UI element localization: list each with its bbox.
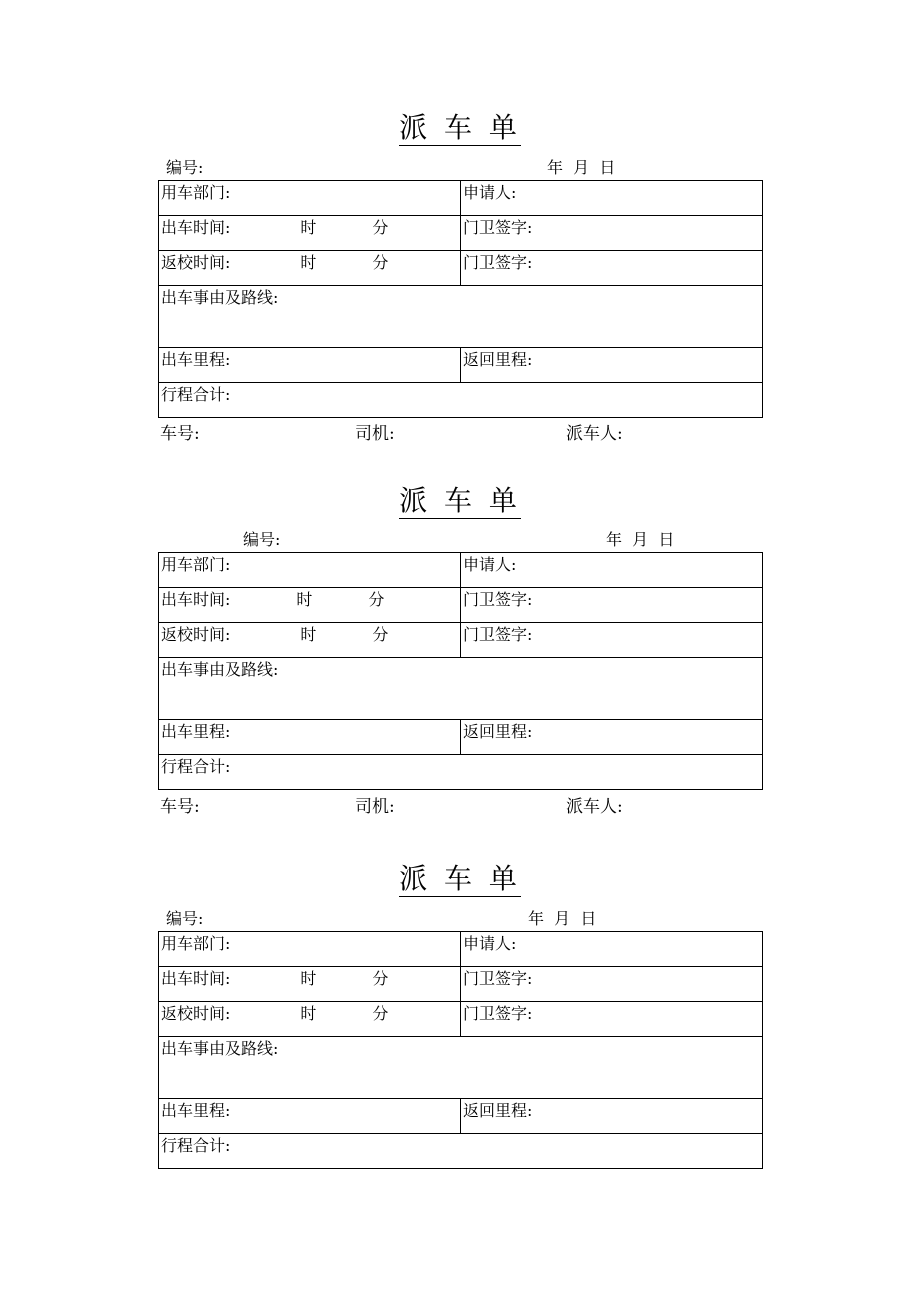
total-distance-field[interactable]: 行程合计:: [159, 755, 763, 790]
form-title: 派 车 单: [399, 862, 521, 895]
guard-sign-field[interactable]: 门卫签字:: [461, 216, 763, 251]
date-label: 年 月 日: [606, 530, 675, 549]
dept-field[interactable]: 用车部门:: [159, 181, 461, 216]
reason-route-field[interactable]: 出车事由及路线:: [159, 1037, 763, 1099]
guard-sign-field[interactable]: 门卫签字:: [461, 623, 763, 658]
form-table: [158, 552, 763, 790]
number-label: 编号:: [243, 530, 281, 549]
plate-label: 车号:: [160, 424, 200, 444]
driver-label: 司机:: [355, 424, 395, 444]
depart-time-field[interactable]: 出车时间: 时 分: [159, 588, 461, 623]
return-mileage-field[interactable]: 返回里程:: [461, 348, 763, 383]
plate-label: 车号:: [160, 797, 200, 817]
applicant-field[interactable]: 申请人:: [461, 932, 763, 967]
driver-label: 司机:: [355, 797, 395, 817]
return-mileage-field[interactable]: 返回里程:: [461, 720, 763, 755]
return-time-field[interactable]: 返校时间: 时 分: [159, 1002, 461, 1037]
reason-route-field[interactable]: 出车事由及路线:: [159, 286, 763, 348]
applicant-field[interactable]: 申请人:: [461, 553, 763, 588]
form-table: [158, 180, 763, 418]
guard-sign-field[interactable]: 门卫签字:: [461, 588, 763, 623]
total-distance-field[interactable]: 行程合计:: [159, 383, 763, 418]
form-title: 派 车 单: [399, 484, 521, 517]
guard-sign-field[interactable]: 门卫签字:: [461, 251, 763, 286]
applicant-field[interactable]: 申请人:: [461, 181, 763, 216]
depart-mileage-field[interactable]: 出车里程:: [159, 720, 461, 755]
return-time-field[interactable]: 返校时间: 时 分: [159, 623, 461, 658]
number-label: 编号:: [166, 158, 204, 177]
depart-mileage-field[interactable]: 出车里程:: [159, 1099, 461, 1134]
date-label: 年 月 日: [547, 158, 616, 177]
depart-time-field[interactable]: 出车时间: 时 分: [159, 216, 461, 251]
date-label: 年 月 日: [528, 909, 597, 928]
guard-sign-field[interactable]: 门卫签字:: [461, 967, 763, 1002]
dispatcher-label: 派车人:: [566, 424, 623, 444]
form-title: 派 车 单: [399, 111, 521, 144]
total-distance-field[interactable]: 行程合计:: [159, 1134, 763, 1169]
form-table: [158, 931, 763, 1169]
depart-time-field[interactable]: 出车时间: 时 分: [159, 967, 461, 1002]
dispatcher-label: 派车人:: [566, 797, 623, 817]
dept-field[interactable]: 用车部门:: [159, 553, 461, 588]
depart-mileage-field[interactable]: 出车里程:: [159, 348, 461, 383]
guard-sign-field[interactable]: 门卫签字:: [461, 1002, 763, 1037]
reason-route-field[interactable]: 出车事由及路线:: [159, 658, 763, 720]
return-mileage-field[interactable]: 返回里程:: [461, 1099, 763, 1134]
return-time-field[interactable]: 返校时间: 时 分: [159, 251, 461, 286]
number-label: 编号:: [166, 909, 204, 928]
dept-field[interactable]: 用车部门:: [159, 932, 461, 967]
